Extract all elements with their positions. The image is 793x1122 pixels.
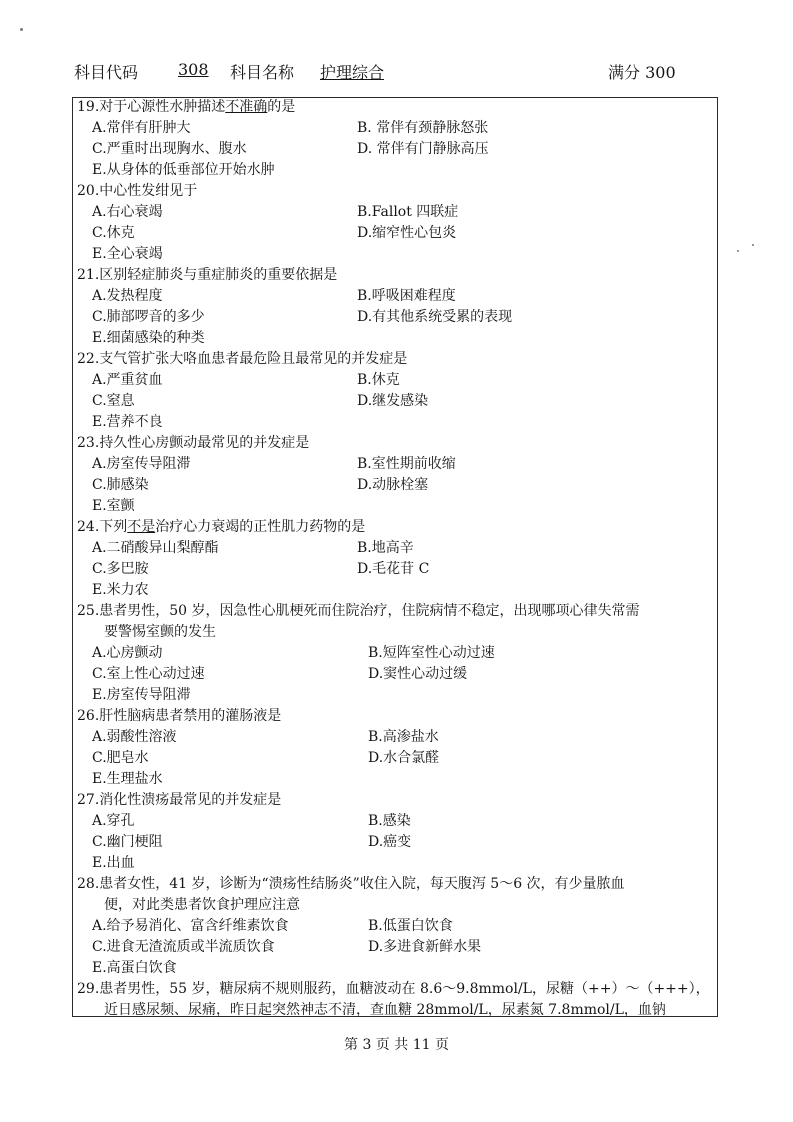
question-21-options-ab <box>77 286 717 307</box>
question-19-options-cd <box>77 139 717 160</box>
option-a: A.发热程度 <box>92 288 163 304</box>
option-c: C.多巴胺 <box>92 561 149 577</box>
option-b: B.地高辛 <box>357 540 414 556</box>
question-19-stem: 19.对于心源性水肿描述不准确的是 <box>77 99 296 115</box>
question-22-options-cd <box>77 391 717 412</box>
subject-code: 308 <box>178 60 209 79</box>
scan-speck <box>752 244 754 246</box>
question-27-option-e: E.出血 <box>92 855 135 871</box>
option-a: A.常伴有肝肿大 <box>92 120 191 136</box>
question-27-options-ab <box>77 811 717 832</box>
emphasis-underline: 不准确 <box>225 99 268 115</box>
option-d: D.有其他系统受累的表现 <box>357 309 513 325</box>
question-25-option-e: E.房室传导阻滞 <box>92 687 191 703</box>
option-b: B.感染 <box>368 813 411 829</box>
option-a: A.右心衰竭 <box>92 204 163 220</box>
question-22-options-ab <box>77 370 717 391</box>
option-b: B.休克 <box>357 372 400 388</box>
emphasis-underline: 不是 <box>127 519 156 535</box>
option-b: B.呼吸困难程度 <box>357 288 456 304</box>
option-b: B.室性期前收缩 <box>357 456 456 472</box>
full-score: 满分 300 <box>608 63 676 82</box>
question-28-stem: 28.患者女性，41 岁，诊断为“溃疡性结肠炎”收住入院，每天腹泻 5～6 次，有少量脓血 <box>77 876 625 892</box>
question-25-stem: 25.患者男性，50 岁，因急性心肌梗死而住院治疗，住院病情不稳定，出现哪项心律失常需 <box>77 603 640 619</box>
subject-name-label: 科目名称 <box>230 63 295 82</box>
question-26-options-cd <box>77 748 717 769</box>
question-25-stem-cont: 要警惕室颤的发生 <box>104 624 216 640</box>
option-d: D.多进食新鲜水果 <box>368 939 482 955</box>
option-c: C.进食无渣流质或半流质饮食 <box>92 939 275 955</box>
question-27-options-cd <box>77 832 717 853</box>
question-22-option-e: E.营养不良 <box>92 414 163 430</box>
question-29-stem: 29.患者男性，55 岁，糖尿病不规则服药，血糖波动在 8.6～9.8mmol/L，尿糖（++）～（+++）， <box>77 981 710 997</box>
question-list <box>77 97 717 1021</box>
question-20-stem: 20.中心性发绀见于 <box>77 183 198 199</box>
option-a: A.严重贫血 <box>92 372 163 388</box>
option-b: B.低蛋白饮食 <box>368 918 453 934</box>
option-a: A.房室传导阻滞 <box>92 456 191 472</box>
option-d: D.动脉栓塞 <box>357 477 429 493</box>
option-a: A.弱酸性溶液 <box>92 729 177 745</box>
question-23-options-ab <box>77 454 717 475</box>
question-23-options-cd <box>77 475 717 496</box>
question-24-options-ab <box>77 538 717 559</box>
option-c: C.肥皂水 <box>92 750 149 766</box>
question-23-stem: 23.持久性心房颤动最常见的并发症是 <box>77 435 310 451</box>
option-b: B. 常伴有颈静脉怒张 <box>357 120 489 136</box>
option-c: C.严重时出现胸水、腹水 <box>92 141 247 157</box>
question-28-option-e: E.高蛋白饮食 <box>92 960 177 976</box>
option-b: B.Fallot 四联症 <box>357 204 459 220</box>
option-b: B.短阵室性心动过速 <box>368 645 495 661</box>
question-26-stem: 26.肝性脑病患者禁用的灌肠液是 <box>77 708 282 724</box>
option-c: C.休克 <box>92 225 135 241</box>
question-24-option-e: E.米力农 <box>92 582 149 598</box>
question-21-stem: 21.区别轻症肺炎与重症肺炎的重要依据是 <box>77 267 338 283</box>
question-25-options-ab <box>77 643 717 664</box>
question-20-option-e: E.全心衰竭 <box>92 246 163 262</box>
question-20-options-ab <box>77 202 717 223</box>
option-a: A.穿孔 <box>92 813 135 829</box>
subject-code-label: 科目代码 <box>74 63 139 82</box>
page-header <box>74 60 714 86</box>
question-20-options-cd <box>77 223 717 244</box>
question-28-options-cd <box>77 937 717 958</box>
option-a: A.二硝酸异山梨醇酯 <box>92 540 219 556</box>
question-26-options-ab <box>77 727 717 748</box>
option-c: C.窒息 <box>92 393 135 409</box>
scan-speck <box>20 28 23 31</box>
option-d: D.缩窄性心包炎 <box>357 225 457 241</box>
question-26-option-e: E.生理盐水 <box>92 771 163 787</box>
question-19-option-e: E.从身体的低垂部位开始水肿 <box>92 162 275 178</box>
option-a: A.心房颤动 <box>92 645 163 661</box>
question-23-option-e: E.室颤 <box>92 498 135 514</box>
option-d: D.癌变 <box>368 834 412 850</box>
question-19-options-ab <box>77 118 717 139</box>
question-28-stem-cont: 便，对此类患者饮食护理应注意 <box>104 897 300 913</box>
option-c: C.肺感染 <box>92 477 149 493</box>
question-27-stem: 27.消化性溃疡最常见的并发症是 <box>77 792 282 808</box>
question-24-stem: 24.下列不是治疗心力衰竭的正性肌力药物的是 <box>77 519 366 535</box>
option-d: D.窦性心动过缓 <box>368 666 468 682</box>
question-24-options-cd <box>77 559 717 580</box>
option-c: C.幽门梗阻 <box>92 834 163 850</box>
question-21-option-e: E.细菌感染的种类 <box>92 330 205 346</box>
option-b: B.高渗盐水 <box>368 729 439 745</box>
question-28-options-ab <box>77 916 717 937</box>
option-c: C.肺部啰音的多少 <box>92 309 205 325</box>
option-d: D. 常伴有门静脉高压 <box>357 141 489 157</box>
subject-name: 护理综合 <box>320 63 385 82</box>
scan-speck <box>737 250 739 252</box>
question-25-options-cd <box>77 664 717 685</box>
question-21-options-cd <box>77 307 717 328</box>
question-29-stem-cont: 近日感尿频、尿痛，昨日起突然神志不清，查血糖 28mmol/L，尿素氮 7.8mmol/L，血钠 <box>104 1002 666 1018</box>
option-a: A.给予易消化、富含纤维素饮食 <box>92 918 289 934</box>
page-number: 第 3 页 共 11 页 <box>344 1037 449 1053</box>
option-d: D.毛花苷 C <box>357 561 430 577</box>
option-c: C.室上性心动过速 <box>92 666 205 682</box>
option-d: D.继发感染 <box>357 393 429 409</box>
option-d: D.水合氯醛 <box>368 750 440 766</box>
question-22-stem: 22.支气管扩张大咯血患者最危险且最常见的并发症是 <box>77 351 408 367</box>
